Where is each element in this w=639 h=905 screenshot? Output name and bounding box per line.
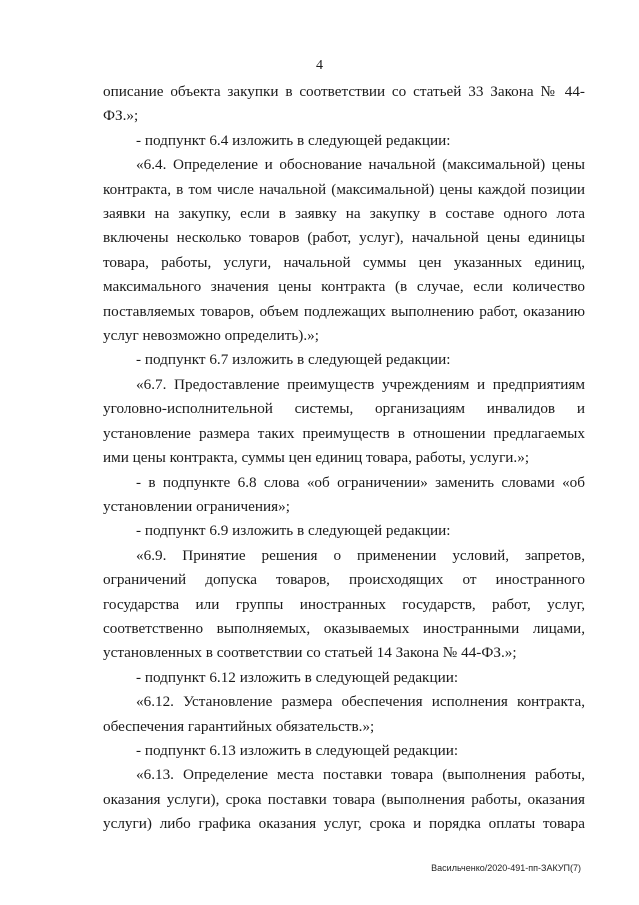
paragraph-clause-6-13: «6.13. Определение места поставки товара (выполнения работы, оказания услуги), срока поставки товара (выполнения работы, оказания услуги) либо графика оказания услуг, срока и порядка оплаты товара — [103, 766, 585, 833]
paragraph-instruction-6-7: - подпункт 6.7 изложить в следующей редакции: — [136, 351, 451, 369]
paragraph-continuation: описание объекта закупки в соответствии со статьей 33 Закона № 44-ФЗ.»; — [103, 83, 585, 125]
paragraph-instruction-6-13: - подпункт 6.13 изложить в следующей редакции: — [136, 741, 459, 759]
paragraph-instruction-6-4: - подпункт 6.4 изложить в следующей редакции: — [136, 131, 451, 149]
paragraph-clause-6-7: «6.7. Предоставление преимуществ учреждениям и предприятиям уголовно-исполнительной системы, организациям инвалидов и установление размера таких преимуществ в отношении предлагаемых ими цены контракта, суммы цен единиц товара, работы, услуги.»; — [103, 375, 585, 467]
paragraph-clause-6-12: «6.12. Установление размера обеспечения исполнения контракта, обеспечения гарантийных обязательств.»; — [103, 693, 585, 735]
page-number: 4 — [316, 58, 323, 73]
footer-document-code: Васильченко/2020-491-пп-ЗАКУП(7) — [431, 863, 581, 873]
paragraph-clause-6-9: «6.9. Принятие решения о применении условий, запретов, ограничений допуска товаров, происходящих от иностранного государства или группы иностранных государств, работ, услуг, соответственно выполняемых, оказываемых иностранными лицами, установленных в соответствии со статьей 14 Закона № 44-ФЗ.»; — [103, 546, 585, 662]
paragraph-instruction-6-9: - подпункт 6.9 изложить в следующей редакции: — [136, 522, 451, 540]
paragraph-clause-6-4: «6.4. Определение и обоснование начальной (максимальной) цены контракта, в том числе начальной (максимальной) цены каждой позиции заявки на закупку, если в заявку на закупку в составе одного лота включены несколько товаров (работ, услуг), начальной цены единицы товара, работы, услуги, начальной суммы цен указанных единиц, максимального значения цены контракта (в случае, если количество поставляемых товаров, объем подлежащих выполнению работ, оказанию услуг невозможно определить).»; — [103, 156, 585, 345]
paragraph-instruction-6-12: - подпункт 6.12 изложить в следующей редакции: — [136, 668, 459, 686]
document-body — [103, 80, 585, 837]
paragraph-instruction-6-8: - в подпункте 6.8 слова «об ограничении» заменить словами «об установлении ограничения»; — [103, 473, 585, 515]
